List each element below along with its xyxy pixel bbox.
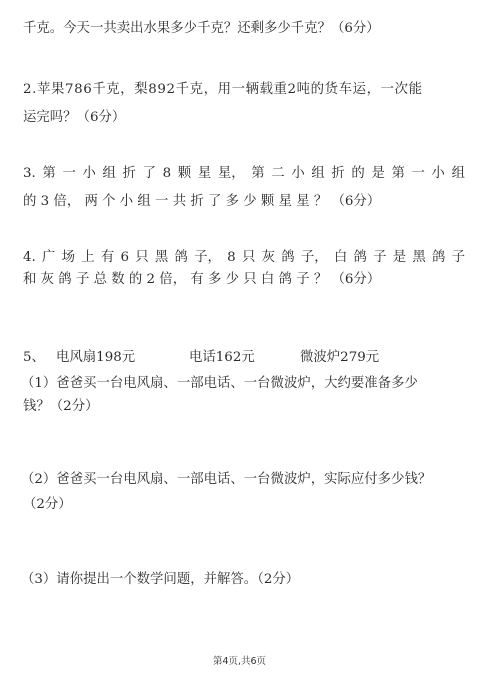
question-5-number: 5、 (23, 350, 45, 365)
page-footer: 第4页,共6页 (212, 656, 267, 667)
question-2-line-2: 运完吗？（6分） (23, 110, 126, 125)
price-phone: 电话162元 (189, 350, 255, 365)
question-3-line-2: 的 3 倍， 两 个 小 组 一 共 折 了 多 少 颗 星 星 ？ （6分） (23, 194, 381, 209)
question-5-header (23, 348, 465, 368)
q3-token: 了 (142, 166, 156, 181)
q4-token: 子 (373, 250, 387, 265)
q3-token: 小 (82, 166, 96, 181)
q4-token: 8 (227, 250, 236, 265)
q4-token: 黑 (154, 250, 169, 265)
question-3-line-1 (23, 164, 465, 184)
q3-token: 星 (197, 166, 212, 181)
q3-token: 第 (42, 166, 56, 181)
q4-token: 上 (81, 250, 95, 265)
price-microwave: 微波炉279元 (300, 350, 380, 365)
q4-token: 4. (23, 250, 36, 265)
q3-token: 二 (271, 166, 285, 181)
question-4-line-1 (23, 248, 465, 268)
q4-token: 鸽 (353, 250, 367, 265)
q3-token: 一 (62, 166, 76, 181)
q4-token: 灰 (261, 250, 275, 265)
q3-token: 的 (351, 166, 365, 181)
q4-token: 子， (194, 250, 221, 265)
q3-token: 第 (251, 166, 265, 181)
q1-continuation: 千克。今天一共卖出水果多少千克？还剩多少千克？（6分） (23, 21, 380, 36)
q3-token: 折 (331, 166, 345, 181)
question-4-line-2: 和 灰 鸽 子 总 数 的 2 倍， 有 多 少 只 白 鸽 子 ？ （6分） (23, 272, 381, 287)
q3-token: 组 (311, 166, 325, 181)
question-5-1-line-2: 钱？（2分） (23, 399, 99, 414)
q3-token: 星， (217, 166, 245, 181)
q4-token: 鸽 (431, 250, 446, 265)
q4-token: 只 (241, 250, 256, 265)
q3-token: 8 (162, 166, 172, 181)
q4-token: 有 (100, 250, 115, 265)
q3-token: 颗 (177, 166, 192, 181)
q3-token: 小 (291, 166, 305, 181)
question-5-1-line-1: （1）爸爸买一台电风扇、一部电话、一台微波炉，大约要准备多少 (21, 376, 418, 391)
q3-token: 折 (122, 166, 136, 181)
q4-token: 是 (392, 250, 407, 265)
q4-token: 场 (61, 250, 76, 265)
question-5-3: （3）请你提出一个数学问题，并解答。（2分） (21, 572, 300, 587)
q4-token: 子， (300, 250, 328, 265)
question-2-line-1: 2.苹果786千克，梨892千克，用一辆载重2吨的货车运，一次能 (23, 82, 423, 97)
q4-token: 6 (120, 250, 130, 265)
price-fan: 电风扇198元 (56, 350, 136, 365)
q4-token: 只 (135, 250, 149, 265)
q4-token: 黑 (412, 250, 426, 265)
q3-token: 组 (102, 166, 116, 181)
q4-token: 鸽 (281, 250, 295, 265)
question-5-2-line-2: （2分） (23, 497, 72, 512)
q4-token: 鸽 (174, 250, 188, 265)
question-5-2-line-1: （2）爸爸买一台电风扇、一部电话、一台微波炉，实际应付多少钱？ (21, 472, 432, 487)
q4-token: 子 (451, 250, 465, 265)
q3-token: 3. (23, 166, 36, 181)
q4-token: 广 (42, 250, 56, 265)
q3-token: 小 (431, 166, 445, 181)
q3-token: 是 (371, 166, 385, 181)
q3-token: 一 (411, 166, 425, 181)
q3-token: 组 (451, 166, 465, 181)
q4-token: 白 (333, 250, 348, 265)
q3-token: 第 (391, 166, 405, 181)
